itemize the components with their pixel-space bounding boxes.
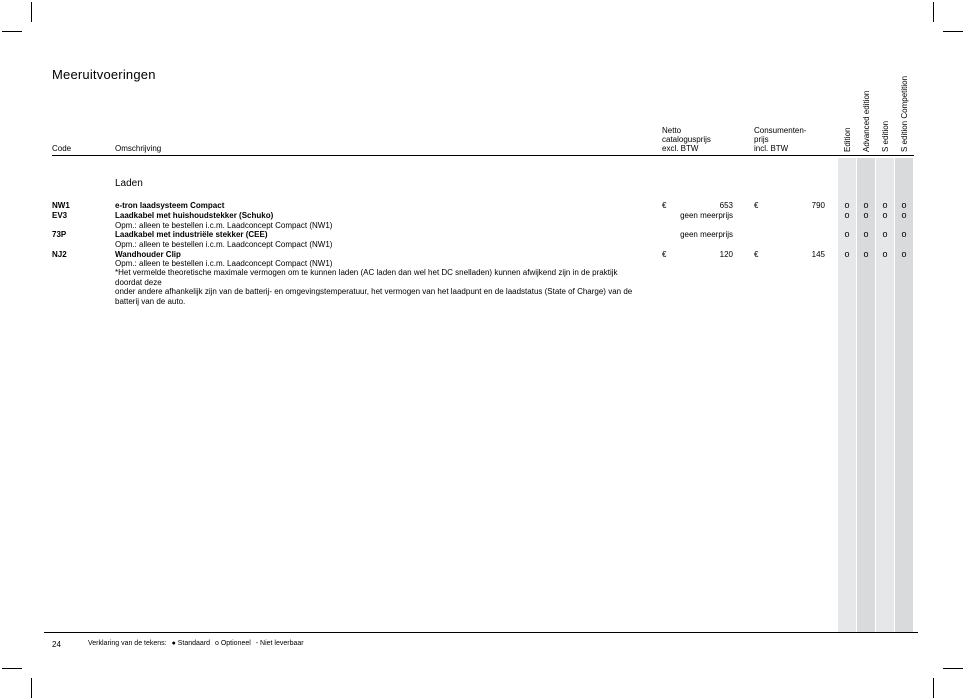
row-description: e-tron laadsysteem Compact	[115, 201, 225, 210]
net-price: 653	[719, 201, 733, 210]
availability-mark: o	[863, 229, 869, 239]
footer-rule	[44, 632, 918, 633]
availability-mark: o	[882, 229, 888, 239]
legend-optional: o Optioneel	[215, 640, 251, 647]
net-price: 120	[719, 250, 733, 259]
crop-mark	[31, 2, 32, 22]
row-description: Wandhouder Clip	[115, 250, 181, 259]
availability-mark: o	[882, 200, 888, 210]
header-advanced-edition: Advanced edition	[862, 90, 871, 152]
availability-mark: o	[863, 200, 869, 210]
availability-mark: o	[901, 200, 907, 210]
legend	[88, 640, 304, 647]
header-s-edition-competition: S edition Competition	[900, 75, 909, 152]
header-rule	[52, 155, 914, 156]
page-number: 24	[52, 640, 61, 649]
row-code: NJ2	[52, 250, 67, 259]
availability-mark: o	[863, 249, 869, 259]
footnote: onder andere afhankelijk zijn van de batterij- en omgevingstemperatuur, het vermogen van het laadpunt en de laadstatus (State of Charge) van de batterij van de auto.	[115, 287, 633, 306]
crop-mark	[933, 678, 934, 698]
availability-mark: o	[844, 249, 850, 259]
header-net-price: Netto catalogusprijs excl. BTW	[662, 126, 711, 153]
header-edition: Edition	[843, 127, 852, 152]
price-text: geen meerprijs	[680, 211, 733, 220]
header-code: Code	[52, 144, 72, 153]
crop-mark	[2, 668, 22, 669]
row-note: Opm.: alleen te bestellen i.c.m. Laadconcept Compact (NW1)	[115, 221, 333, 230]
availability-mark: o	[882, 210, 888, 220]
header-consumer-price: Consumenten- prijs incl. BTW	[754, 126, 807, 153]
header-description: Omschrijving	[115, 144, 162, 153]
crop-mark	[943, 31, 963, 32]
row-code: 73P	[52, 230, 67, 239]
availability-mark: o	[863, 210, 869, 220]
currency-symbol: €	[754, 201, 759, 210]
header-s-edition: S edition	[881, 120, 890, 152]
availability-mark: o	[901, 249, 907, 259]
row-description: Laadkabel met industriële stekker (CEE)	[115, 230, 268, 239]
currency-symbol: €	[754, 250, 759, 259]
availability-mark: o	[882, 249, 888, 259]
legend-not-available: - Niet leverbaar	[255, 640, 304, 647]
crop-mark	[31, 678, 32, 698]
crop-mark	[2, 31, 22, 32]
availability-mark: o	[844, 229, 850, 239]
row-note: Opm.: alleen te bestellen i.c.m. Laadconcept Compact (NW1)	[115, 259, 333, 268]
price-text: geen meerprijs	[680, 230, 733, 239]
row-description: Laadkabel met huishoudstekker (Schuko)	[115, 211, 274, 220]
row-note: Opm.: alleen te bestellen i.c.m. Laadconcept Compact (NW1)	[115, 240, 333, 249]
availability-mark: o	[901, 210, 907, 220]
footnote: *Het vermelde theoretische maximale vermogen om te kunnen laden (AC laden dan wel het DC snelladen) kunnen afwijkend zijn in de praktijk doordat deze	[115, 268, 618, 287]
availability-mark: o	[844, 210, 850, 220]
legend-standard: ● Standaard	[171, 640, 211, 647]
page-title: Meeruitvoeringen	[52, 67, 156, 82]
consumer-price: 145	[811, 250, 825, 259]
row-code: NW1	[52, 201, 70, 210]
legend-label: Verklaring van de tekens:	[88, 640, 167, 647]
currency-symbol: €	[662, 201, 667, 210]
availability-mark: o	[901, 229, 907, 239]
section-title: Laden	[115, 178, 143, 189]
availability-mark: o	[844, 200, 850, 210]
currency-symbol: €	[662, 250, 667, 259]
consumer-price: 790	[811, 201, 825, 210]
crop-mark	[933, 2, 934, 22]
row-code: EV3	[52, 211, 68, 220]
crop-mark	[943, 668, 963, 669]
